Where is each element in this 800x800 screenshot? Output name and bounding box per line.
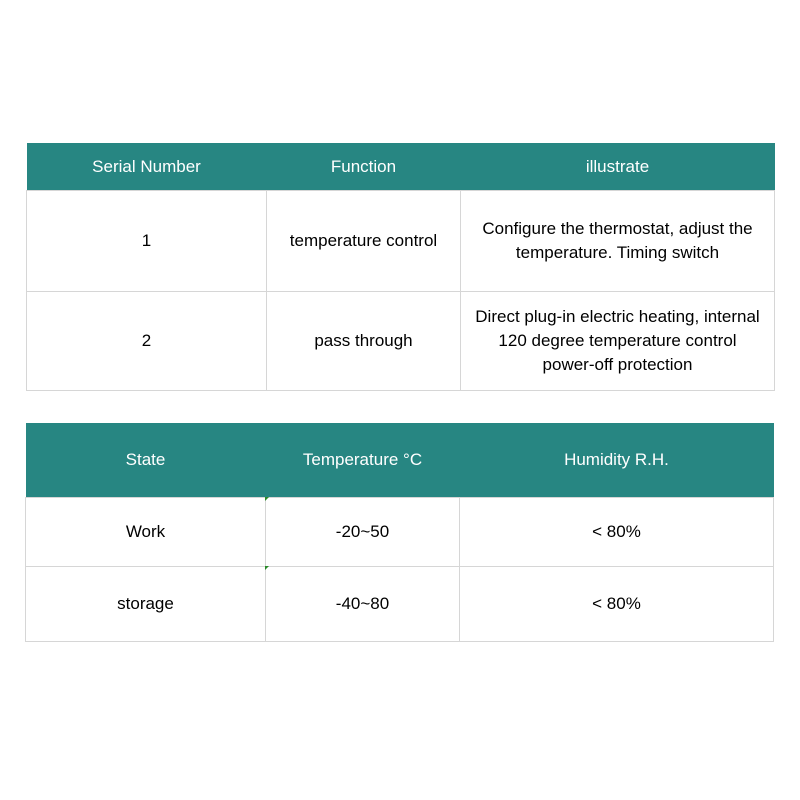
temperature-value: -40~80 — [335, 594, 390, 613]
function-cell: pass through — [267, 292, 461, 391]
illustrate-line: Direct plug-in electric heating, internal — [475, 307, 760, 326]
function-cell: temperature control — [267, 191, 461, 292]
table-row — [27, 191, 775, 292]
illustrate-line: temperature. Timing switch — [515, 243, 720, 262]
table-row — [26, 498, 774, 567]
illustrate-line: Configure the thermostat, adjust the — [482, 219, 753, 238]
function-table — [26, 143, 775, 391]
state-cell: Work — [26, 498, 266, 567]
illustrate-cell — [461, 191, 775, 292]
humidity-cell: < 80% — [460, 498, 774, 567]
illustrate-cell — [461, 292, 775, 391]
serial-number-cell: 2 — [27, 292, 267, 391]
header-serial-number: Serial Number — [27, 143, 267, 191]
serial-number-cell: 1 — [27, 191, 267, 292]
corner-mark — [265, 497, 269, 501]
header-humidity: Humidity R.H. — [460, 423, 774, 498]
illustrate-line: 120 degree temperature control — [498, 331, 737, 350]
illustrate-line: power-off protection — [542, 355, 693, 374]
table-header-row — [26, 423, 774, 498]
header-temperature: Temperature °C — [266, 423, 460, 498]
header-state: State — [26, 423, 266, 498]
state-cell: storage — [26, 567, 266, 642]
table-row — [26, 567, 774, 642]
humidity-cell: < 80% — [460, 567, 774, 642]
temperature-cell — [266, 567, 460, 642]
table-row — [27, 292, 775, 391]
table-header-row — [27, 143, 775, 191]
temperature-cell — [266, 498, 460, 567]
environment-table — [25, 423, 774, 642]
header-function: Function — [267, 143, 461, 191]
header-illustrate: illustrate — [461, 143, 775, 191]
temperature-value: -20~50 — [335, 522, 390, 541]
corner-mark — [265, 566, 269, 570]
